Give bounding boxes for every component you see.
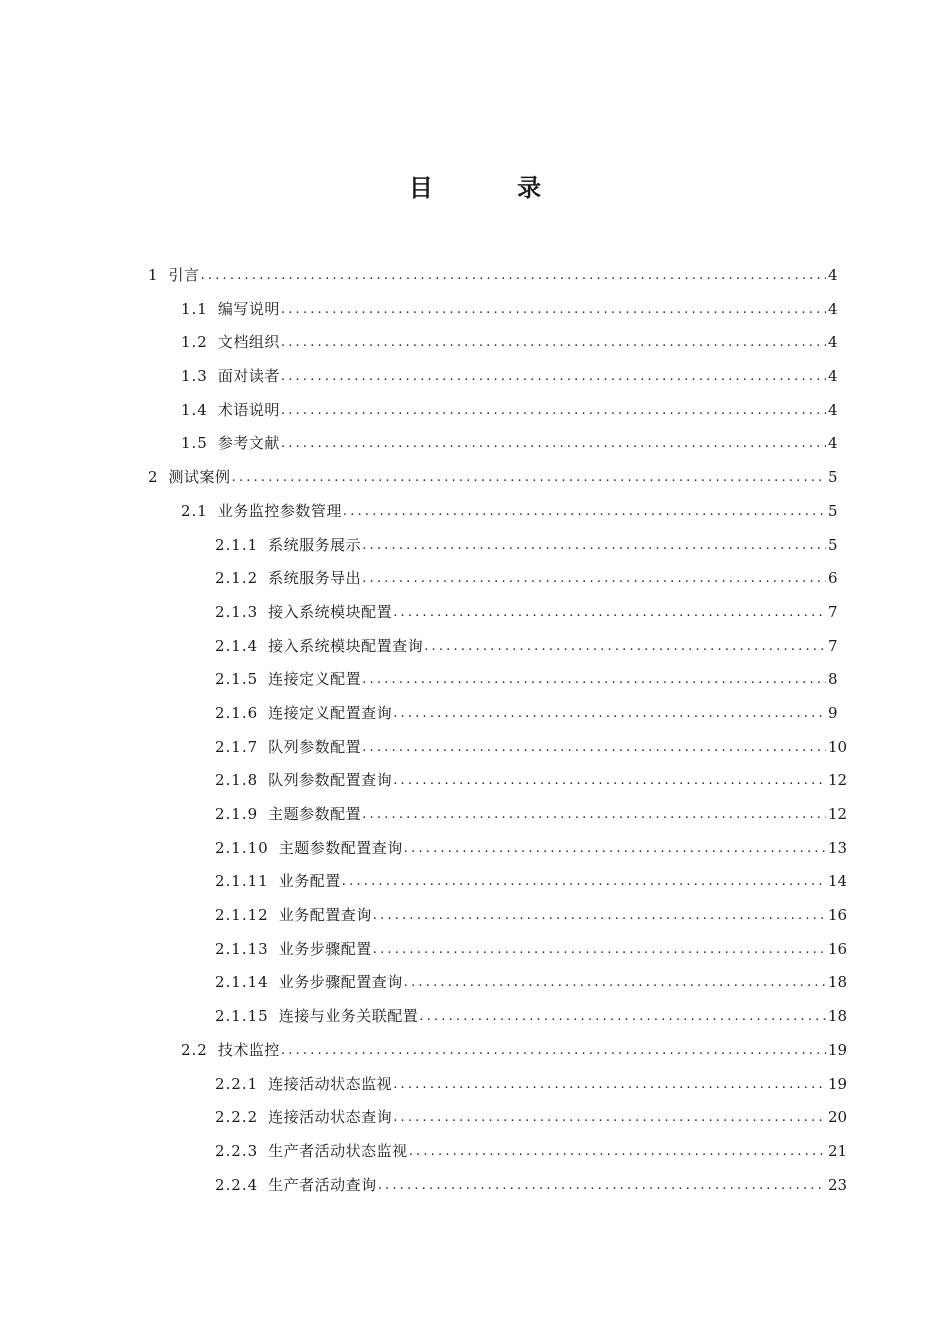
toc-entry-text: 业务配置: [278, 872, 341, 891]
toc-entry-text: 队列参数配置: [268, 737, 362, 756]
toc-entry[interactable]: [0, 259, 950, 293]
toc-entry[interactable]: [0, 293, 950, 327]
toc-entry-text: 业务监控参数管理: [217, 501, 342, 520]
toc-entry-number: 2.2.4: [215, 1175, 259, 1194]
toc-entry-text: 连接活动状态查询: [268, 1108, 393, 1127]
toc-entry-number: 2.1.7: [215, 737, 259, 756]
toc-list: [0, 259, 950, 1202]
toc-entry-page: 5: [828, 535, 838, 554]
toc-entry[interactable]: [0, 562, 950, 596]
toc-entry-number: 2.1.3: [215, 602, 259, 621]
toc-entry-number: 2.1.4: [215, 636, 259, 655]
toc-entry-page: 7: [828, 602, 838, 621]
toc-dot-leader: [362, 663, 826, 697]
toc-dot-leader: [409, 1135, 826, 1169]
toc-entry-text: 参考文献: [217, 434, 280, 453]
toc-entry-text: 主题参数配置查询: [278, 838, 403, 857]
toc-dot-leader: [281, 293, 826, 327]
toc-entry-page: 18: [828, 1007, 848, 1026]
toc-dot-leader: [393, 1068, 826, 1102]
toc-entry-number: 1: [148, 266, 159, 284]
toc-entry-page: 10: [828, 737, 848, 756]
toc-entry-page: 13: [828, 838, 848, 857]
toc-entry-page: 7: [828, 636, 838, 655]
toc-entry[interactable]: [0, 865, 950, 899]
toc-dot-leader: [281, 1034, 826, 1068]
toc-entry[interactable]: [0, 529, 950, 563]
toc-entry-page: 16: [828, 906, 848, 925]
toc-dot-leader: [362, 731, 826, 765]
toc-entry-text: 连接活动状态监视: [268, 1074, 393, 1093]
toc-entry-number: 2.1.11: [215, 872, 269, 891]
toc-entry-number: 2.2: [181, 1040, 208, 1059]
toc-entry[interactable]: [0, 630, 950, 664]
toc-entry-number: 2.2.2: [215, 1108, 259, 1127]
toc-dot-leader: [373, 899, 826, 933]
toc-entry-page: 23: [828, 1175, 848, 1194]
toc-entry-page: 19: [828, 1074, 848, 1093]
toc-dot-leader: [373, 933, 826, 967]
toc-entry[interactable]: [0, 832, 950, 866]
toc-entry-number: 2.1.5: [215, 670, 259, 689]
toc-entry-text: 生产者活动状态监视: [268, 1141, 408, 1160]
toc-dot-leader: [362, 798, 826, 832]
toc-entry-number: 2.2.3: [215, 1141, 259, 1160]
toc-entry-text: 连接与业务关联配置: [278, 1007, 419, 1026]
toc-entry[interactable]: [0, 394, 950, 428]
toc-entry[interactable]: [0, 1169, 950, 1203]
toc-entry-number: 1.2: [181, 333, 208, 352]
toc-entry-number: 1.4: [181, 400, 208, 419]
toc-dot-leader: [362, 562, 826, 596]
toc-entry-text: 引言: [168, 266, 200, 284]
toc-title: 目 录: [408, 174, 580, 202]
toc-entry-text: 文档组织: [217, 333, 280, 352]
toc-dot-leader: [419, 1000, 826, 1034]
toc-entry-number: 2.1.1: [215, 535, 259, 554]
toc-entry-text: 生产者活动查询: [268, 1175, 377, 1194]
toc-entry-text: 队列参数配置查询: [268, 771, 393, 790]
toc-entry[interactable]: [0, 495, 950, 529]
toc-dot-leader: [378, 1169, 826, 1203]
toc-dot-leader: [393, 596, 826, 630]
toc-entry-number: 1.5: [181, 434, 208, 453]
toc-dot-leader: [232, 461, 826, 495]
toc-entry[interactable]: [0, 663, 950, 697]
toc-entry-number: 1.3: [181, 367, 208, 386]
toc-dot-leader: [343, 495, 826, 529]
toc-entry[interactable]: [0, 1068, 950, 1102]
toc-dot-leader: [281, 360, 826, 394]
toc-entry[interactable]: [0, 1034, 950, 1068]
toc-entry-page: 4: [828, 400, 838, 419]
toc-dot-leader: [342, 865, 826, 899]
toc-entry-text: 连接定义配置查询: [268, 703, 393, 722]
toc-entry-page: 21: [828, 1141, 848, 1160]
toc-entry-number: 2.1.8: [215, 771, 259, 790]
toc-entry-text: 系统服务展示: [268, 535, 362, 554]
toc-entry[interactable]: [0, 1000, 950, 1034]
toc-entry[interactable]: [0, 360, 950, 394]
toc-dot-leader: [281, 427, 826, 461]
toc-entry-page: 9: [828, 703, 838, 722]
toc-dot-leader: [393, 1101, 826, 1135]
toc-entry-number: 2.1.14: [215, 973, 269, 992]
toc-dot-leader: [362, 529, 826, 563]
toc-entry[interactable]: [0, 427, 950, 461]
toc-entry[interactable]: [0, 1135, 950, 1169]
toc-entry-page: 4: [828, 434, 838, 453]
toc-dot-leader: [281, 326, 826, 360]
toc-entry-text: 术语说明: [217, 400, 280, 419]
toc-entry-page: 5: [828, 501, 838, 520]
toc-entry[interactable]: [0, 798, 950, 832]
toc-entry-text: 连接定义配置: [268, 670, 362, 689]
toc-entry-page: 4: [828, 266, 838, 284]
toc-entry-page: 14: [828, 872, 848, 891]
toc-entry[interactable]: [0, 596, 950, 630]
toc-entry[interactable]: [0, 1101, 950, 1135]
toc-entry-text: 系统服务导出: [268, 569, 362, 588]
toc-entry[interactable]: [0, 933, 950, 967]
toc-entry-number: 2.1.13: [215, 939, 269, 958]
toc-entry[interactable]: [0, 326, 950, 360]
toc-entry[interactable]: [0, 697, 950, 731]
toc-entry-text: 接入系统模块配置: [268, 602, 393, 621]
toc-entry-number: 2: [148, 468, 159, 487]
toc-entry-number: 2.1.10: [215, 838, 269, 857]
toc-entry-text: 业务步骤配置查询: [278, 973, 403, 992]
toc-entry-page: 6: [828, 569, 838, 588]
toc-dot-leader: [393, 697, 826, 731]
toc-entry-number: 2.1.9: [215, 805, 259, 823]
toc-entry-page: 4: [828, 367, 838, 386]
toc-entry-page: 8: [828, 670, 838, 689]
toc-entry-page: 12: [828, 771, 848, 790]
toc-entry-page: 4: [828, 299, 838, 318]
toc-entry[interactable]: [0, 731, 950, 765]
toc-entry-text: 面对读者: [217, 367, 280, 386]
toc-entry-text: 业务步骤配置: [278, 939, 372, 958]
toc-dot-leader: [404, 832, 826, 866]
toc-dot-leader: [424, 630, 826, 664]
toc-entry-number: 2.1.6: [215, 703, 259, 722]
toc-entry-text: 编写说明: [217, 299, 280, 318]
toc-entry-text: 测试案例: [168, 468, 231, 487]
toc-entry-page: 20: [828, 1108, 848, 1127]
toc-entry-text: 业务配置查询: [278, 906, 372, 925]
toc-entry-page: 4: [828, 333, 838, 352]
toc-entry-page: 12: [828, 805, 848, 823]
toc-dot-leader: [393, 764, 826, 798]
toc-entry-number: 2.1: [181, 501, 208, 520]
toc-entry-number: 2.1.2: [215, 569, 259, 588]
toc-entry-number: 2.1.15: [215, 1007, 269, 1026]
toc-entry-page: 18: [828, 973, 848, 992]
toc-dot-leader: [404, 966, 826, 1000]
toc-entry-number: 2.2.1: [215, 1074, 259, 1093]
toc-entry-text: 技术监控: [217, 1040, 280, 1059]
toc-entry[interactable]: [0, 899, 950, 933]
toc-entry-page: 5: [828, 468, 838, 487]
toc-dot-leader: [201, 259, 826, 293]
toc-entry[interactable]: [0, 966, 950, 1000]
toc-entry-number: 2.1.12: [215, 906, 269, 925]
toc-entry-text: 接入系统模块配置查询: [268, 636, 424, 655]
toc-entry-page: 19: [828, 1040, 848, 1059]
toc-entry[interactable]: [0, 461, 950, 495]
toc-entry-number: 1.1: [181, 299, 208, 318]
toc-entry-page: 16: [828, 939, 848, 958]
toc-entry-text: 主题参数配置: [268, 805, 362, 823]
toc-dot-leader: [281, 394, 826, 428]
toc-entry[interactable]: [0, 764, 950, 798]
